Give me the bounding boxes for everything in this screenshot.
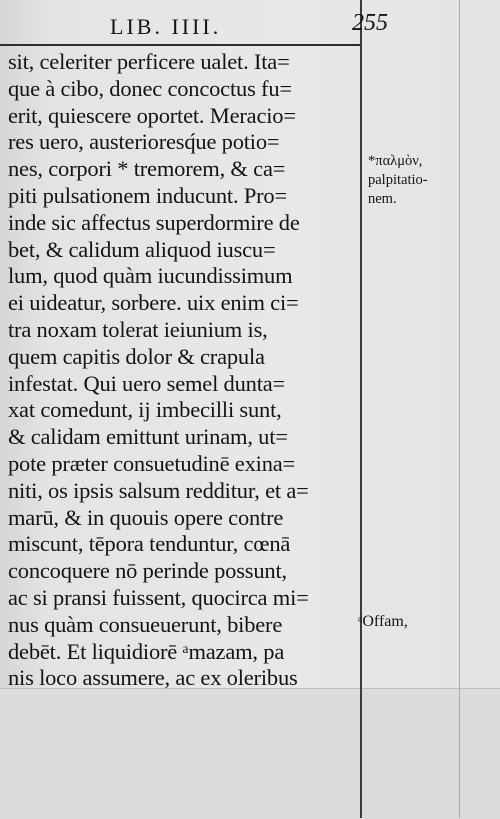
text-line: tra noxam tolerat ieiunium is,	[8, 316, 268, 342]
main-text-block	[8, 49, 356, 692]
margin-note-palpitation	[368, 152, 428, 209]
text-line: & calidam emittunt urinam, ut=	[8, 424, 288, 450]
text-column-rule	[360, 0, 362, 818]
text-line: bet, & calidum aliquod iuscu=	[8, 236, 276, 262]
text-line: res uero, austerioresq́ue potio=	[8, 129, 280, 155]
margin-note-greek: *παλμὸν,	[368, 153, 423, 169]
text-line: nus quàm consueuerunt, bibere	[8, 611, 283, 637]
text-line: ac si pransi fuissent, quocirca mi=	[8, 584, 309, 610]
page-number: 255	[352, 10, 388, 36]
margin-column-rule	[459, 0, 460, 818]
margin-note-offam: ᵃOffam,	[358, 613, 408, 630]
text-line: sit, celeriter perficere ualet. Ita=	[8, 49, 290, 74]
text-line: que à cibo, donec concoctus fu=	[8, 75, 292, 101]
text-line: piti pulsationem inducunt. Pro=	[8, 182, 287, 208]
text-line: quem capitis dolor & crapula	[8, 343, 265, 369]
text-line: xat comedunt, ij imbecilli sunt,	[8, 397, 282, 423]
text-line: nis loco assumere, ac ex oleribus	[8, 665, 298, 691]
text-line: debēt. Et liquidiorē ᵃmazam, pa	[8, 638, 285, 664]
text-line: marū, & in quouis opere contre	[8, 504, 284, 530]
text-line: ei uideatur, sorbere. uix enim ci=	[8, 290, 299, 316]
text-line: erit, quiescere oportet. Meracio=	[8, 102, 296, 128]
text-line: inde sic affectus superdormire de	[8, 209, 300, 235]
text-line: concoquere nō perinde possunt,	[8, 558, 287, 584]
text-line: miscunt, tēpora tenduntur, cœnā	[8, 531, 291, 557]
header-rule	[0, 44, 360, 46]
page-lower-blank-area	[0, 688, 500, 819]
text-line: infestat. Qui uero semel dunta=	[8, 370, 286, 396]
text-line: lum, quod quàm iucundissimum	[8, 263, 293, 289]
text-line: niti, os ipsis salsum redditur, et a=	[8, 477, 309, 503]
margin-note-latin-line2: nem.	[368, 191, 397, 207]
text-line: pote præter consuetudinē exina=	[8, 450, 296, 476]
margin-note-latin-line1: palpitatio-	[368, 172, 428, 188]
text-line: nes, corpori * tremorem, & ca=	[8, 156, 286, 182]
running-head: LIB. IIII.	[110, 14, 222, 39]
